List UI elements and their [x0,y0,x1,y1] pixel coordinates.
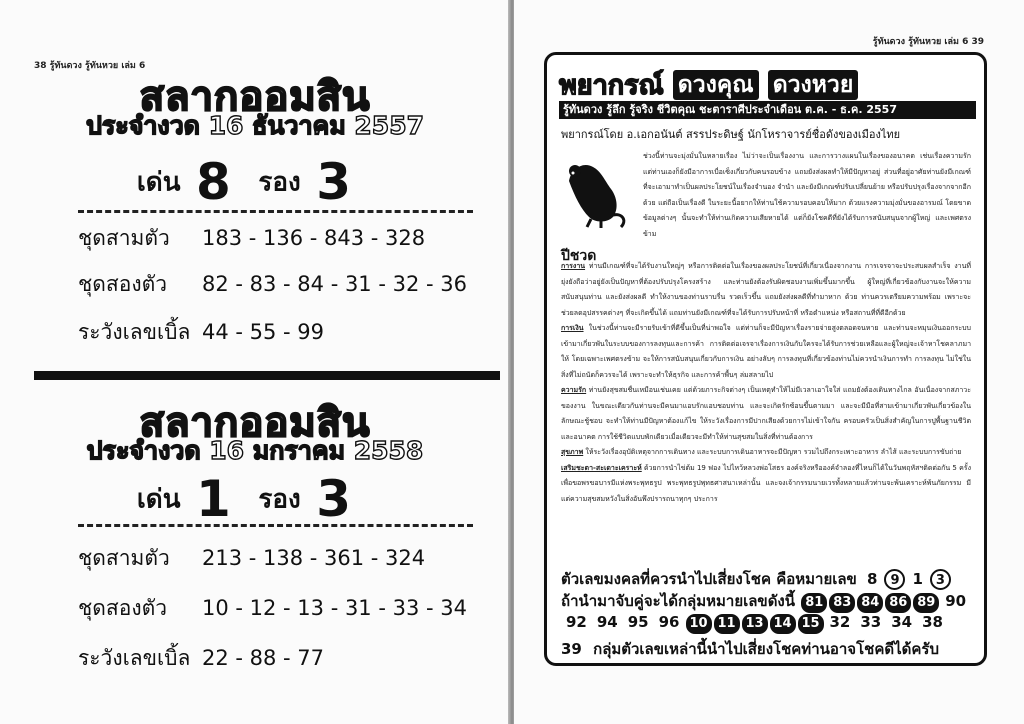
lucky-number: 3 [930,569,951,590]
lucky-number: 95 [627,613,649,631]
paragraph [561,445,971,461]
draw-date: ประจำงวด 16 ธันวาคม 2557 [85,111,424,140]
row-value: 44 - 55 - 99 [202,320,325,344]
main-number: 8 [196,153,231,211]
paragraph [561,321,971,383]
main-number: 1 [196,470,231,528]
lucky-pairs-line [561,589,975,613]
lucky-number: 84 [857,593,883,613]
pairs-intro: ถ้านำมาจับคู่จะได้กลุ่มหมายเลขดังนี้ [561,592,796,610]
row-value: 22 - 88 - 77 [202,646,325,670]
lucky-number: 1 [912,570,923,588]
dashed-divider [78,210,473,213]
lucky-number: 10 [686,614,712,634]
secondary-number: 3 [316,153,352,211]
right-running-head: รู้ทันดวง รู้ทันหวย เล่ม 6 39 [872,37,984,47]
row-value: 213 - 138 - 361 - 324 [202,546,426,570]
number-row [78,592,467,625]
paragraph [561,383,971,445]
row-value: 183 - 136 - 843 - 328 [202,226,426,250]
left-page [0,0,510,724]
main-numbers [0,153,510,211]
forecast-paragraphs [561,259,971,507]
lucky-number: 9 [884,569,905,590]
intro-text: ช่วงนี้ท่านจะมุ่งมั่นในหลายเรื่อง ไม่ว่าจะเป็นเรื่องงาน และการวางแผนในเรื่องของอนาคต เช่นเรื่องความรัก แต่ท่านเองก็ยังมีอาการเบื่อเซ็งเกี่ยวกับคนรอบข้าง แถมยังส่งผลทำให้มีปัญหาอยู่ ส่วนที่อยู่อาศัยท่านยังมีเกณฑ์ที่จะเอามาทำเป็นผลประโยชน์ในเรื่องจำนอง จำนำ และยังมีเกณฑ์ปรับเปลี่ยนย้าย หรือปรับปรุงเรื่องจากจากอีกด้วย แต่ถือเป็นเรื่องดี ในระยะนี้อยากให้ท่านใช้ความรอบคอบให้มาก ด้วยแรงความมุ่งมั่นของอารมณ์ โดยขาดข้อมูลต่างๆ นั้นจะทำให้ท่านเกิดความเสียหายได้ แต่ก็ยังโชคดีที่ยังได้รับการสนับสนุนจากผู้ใหญ่ และเพศตรงข้าม [643,152,971,238]
paragraph-text: ด้วยการนำไข่ต้ม 19 ฟอง ไปไหว้หลวงพ่อโสธร องค์จริงหรือองค์จำลองที่ไหนก็ได้ในวันพฤหัสฯติดต่อกัน 5 ครั้ง เพื่อขอพรขอบารมีแห่งพระพุทธรูป พระพุทธรูปพุทธศาสนาเหล่านั้น และจงเจ้ากรรมนายเวรทั้งหลายแล้วท่านจะพ้นเคราะห์พ้นภัยกรรม มีแต่ความสุขสมหวังในสิ่งอันพึงปรารถนาทุกๆ ประการ [561,463,971,503]
lucky-number: 89 [913,593,939,613]
row-label: ชุดสองตัว [78,272,168,296]
paragraph-text: ท่านยังสุขสมชื่นเหมือนเช่นเคย แต่ด้วยภาระกิจต่างๆ เป็นเหตุทำให้ไม่มีเวลาเอาใจใส่ แถมยังต้องเดินทางไกล อันเนื่องจากสภาวะของงาน ในขณะเดียวกันท่านจะมีคนมาแอบรักแอบชอบท่าน และจะเกิดรักซ้อนขึ้นตามมา และจะมีมือที่สามเข้ามาเกี่ยวพันเกี่ยวข้องในลักษณะชู้ชอบ จะทำให้ท่านมีปัญหาต้องแก้ไข ให้ระวังเรื่องการมีปากเสียงด้วยการไม่เข้าใจกัน ครอบครัวเป็นสิ่งสำคัญในการปูพื้นฐานชีวิตและอนาคต การใช้ชีวิตแบบพักเดียวเมื่อเดียวจะมีทำให้ท่านสุขสมในสิ่งที่ท่านต้องการ [561,386,971,441]
lucky-number: 8 [867,570,878,588]
lucky-single-numbers [862,570,953,588]
lucky-number: 96 [658,613,680,631]
lucky-number: 14 [770,614,796,634]
row-value: 82 - 83 - 84 - 31 - 32 - 36 [202,272,467,296]
rat-zodiac-icon [561,151,631,229]
lucky-number: 13 [742,614,768,634]
title-lottery-fortune: ดวงหวย [768,70,859,100]
paragraph [561,461,971,508]
number-row [78,222,425,255]
lucky-numbers-line [561,567,975,591]
number-row [78,316,324,349]
paragraph-text: ในช่วงนี้ท่านจะมีรายรับเข้าที่ดีขึ้นเป็นที่น่าพอใจ แต่ท่านก็จะมีปัญหาเรื่องรายจ่ายสูงตลอดจนหาย และท่านจะหมุนเงินออกระบบเข้ามาเกี่ยวพันในระบบของการลงทุนและการค้า การติดต่อเจรจาเรื่องการเงินกับใครจะได้รับการช่วยเหลือและผู้ใหญ่จะเจ้าหาโชคลาภมาให้ โดยเฉพาะเพศตรงข้าม จะให้การสนับสนุนเกี่ยวกับการเงิน อย่างลับๆ การลงทุนที่เกี่ยวข้องท่านไม่ควรนำเงินการทำ การลงทุน ไม่ใช่ในสิ่งที่ไม่ถนัดก็ควรจะได้ เพราะจะทำให้ธุรกิจ และการค้าพื้นๆ ล่มสลายไป [561,324,971,379]
pair-numbers-row [561,613,975,634]
row-label: ระวังเลขเบิ้ล [78,320,191,344]
left-running-head: 38 รู้ทันดวง รู้ทันหวย เล่ม 6 [34,61,146,71]
lucky-number: 86 [885,593,911,613]
paragraph-text: ให้ระวังเรื่องอุบัติเหตุจากการเดินทาง และระบบการเดินอาหารจะมีปัญหา รวมไปถึงกระเพาะอาหาร ลำไส้ และระบบการขับถ่าย [585,448,962,456]
main-label: เด่น [136,167,181,198]
row-label: ชุดสามตัว [78,226,170,250]
main-numbers [0,470,510,528]
lucky-number: 11 [714,614,740,634]
lucky-number: 92 [566,613,587,631]
row-label: ชุดสามตัว [78,546,170,570]
paragraph-keyword: การงาน [561,262,586,270]
secondary-label: รอง [258,484,301,515]
draw-date: ประจำงวด 16 มกราคม 2558 [86,436,424,465]
section-divider-bar [34,371,500,380]
pair-numbers [800,592,971,610]
number-row [78,542,425,575]
paragraph-keyword: เสริมชะตา-สะเดาะเคราะห์ [561,463,642,472]
lucky-number: 83 [829,593,855,613]
lucky-number: 90 [945,592,967,610]
paragraph-keyword: ความรัก [561,386,587,394]
number-row [78,642,324,675]
closing-text: กลุ่มตัวเลขเหล่านี้นำไปเสี่ยงโชคท่านอาจโชคดีได้ครับ [593,640,939,658]
lucky-number: 34 [891,613,913,631]
closing-line [561,637,975,661]
pair-number: 39 [561,640,582,658]
number-row [78,268,467,301]
paragraph-keyword: สุขภาพ [561,448,584,456]
paragraph [561,259,971,321]
lucky-number: 15 [798,614,824,634]
horoscope-box [544,52,987,666]
lucky-number: 81 [801,593,827,613]
section-title: สลากออมสิน [139,400,371,446]
paragraph-keyword: การเงิน [561,324,584,332]
lucky-number: 32 [829,613,851,631]
paragraph-text: ท่านมีเกณฑ์ที่จะได้รับงานใหญ่ๆ หรือการติดต่อในเรื่องของผลประโยชน์ที่เกี่ยวเนื่องจากงาน การเจรจาจะประสบผลสำเร็จ งานที่ยุ่งยังถือว่าอยู่ยังเป็นปัญหาที่ต้องปรับปรุงโครงสร้าง และท่านยังต้องรับผิดชอบงานเพิ่มขึ้นมากขึ้น ผู้ใหญ่ที่เกี่ยวข้องกับงานจะให้ความสนับสนุนท่าน และยังส่งผลดี ทำให้งานของท่านราบรื่น รวดเร็วขึ้น แถมยังส่งผลดีที่ทำมาหาก ด้วย ท่านควรเตรียมความพร้อม เพราะจะช่วยลดอุปสรรคต่างๆ ที่จะเกิดขึ้นได้ แถมท่านยังมีเกณฑ์ที่จะได้รับการปรับหน้าที่ หรือตำแหน่ง หรือสถานที่ที่ดีอีกด้วย [561,262,971,317]
row-label: ชุดสองตัว [78,596,168,620]
lucky-number: 33 [860,613,882,631]
prediction-title [559,63,974,99]
row-value: 10 - 12 - 13 - 31 - 33 - 34 [202,596,467,620]
title-prediction: พยากรณ์ [559,70,664,101]
lucky-intro: ตัวเลขมงคลที่ควรนำไปเสี่ยงโชค คือหมายเลข [561,570,857,588]
title-your-fortune: ดวงคุณ [673,70,759,100]
secondary-number: 3 [316,470,352,528]
dashed-divider [78,524,473,527]
zodiac-label: ปีชวด [561,248,597,264]
secondary-label: รอง [258,167,301,198]
lucky-number: 38 [922,613,943,631]
byline: พยากรณ์โดย อ.เอกอนันต์ สรรประดิษฐ์ นักโหราจารย์ชื่อดังของเมืองไทย [561,128,901,141]
row-label: ระวังเลขเบิ้ล [78,646,191,670]
right-page [514,0,1024,724]
section-title: สลากออมสิน [139,74,371,120]
main-label: เด่น [136,484,181,515]
lucky-number: 94 [596,613,618,631]
subtitle-bar: รู้ทันดวง รู้ลึก รู้จริง ชีวิตคุณ ชะตาราศีประจำเดือน ต.ค. - ธ.ค. 2557 [559,101,976,119]
